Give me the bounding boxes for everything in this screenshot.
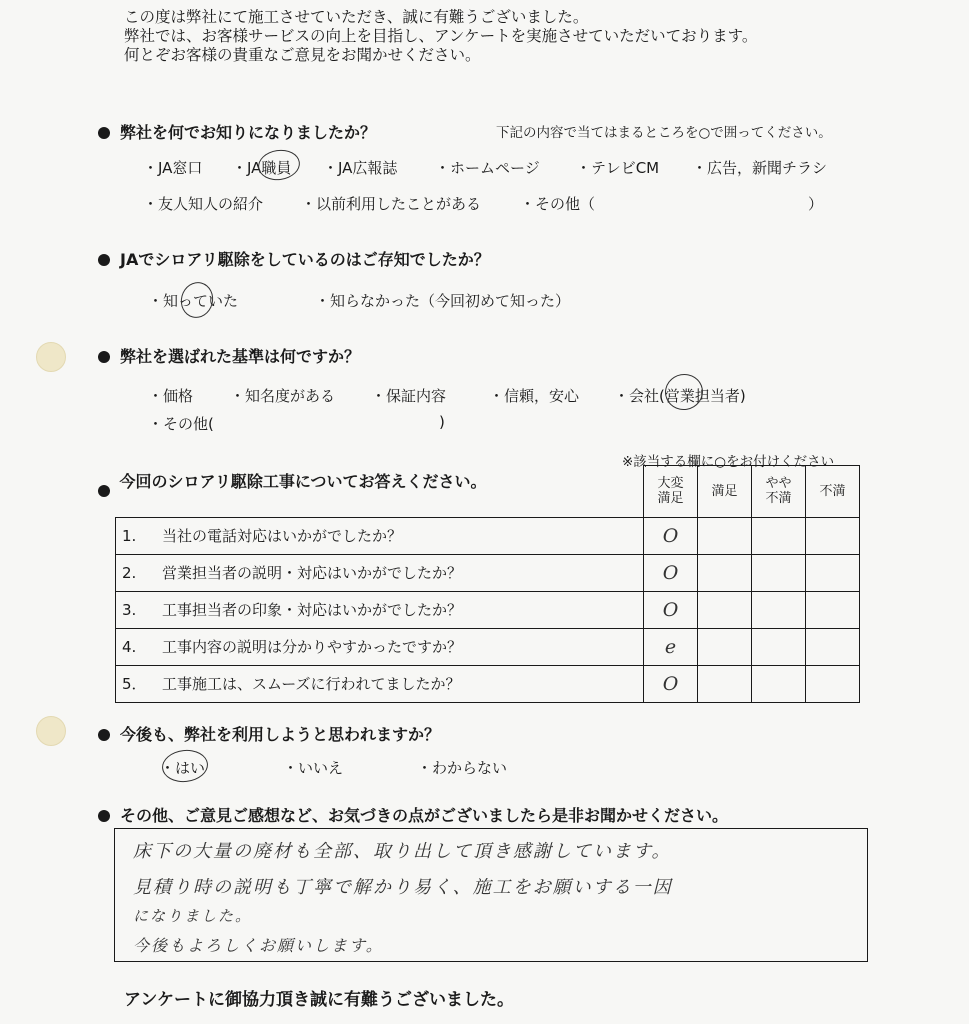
cell-very-satisfied[interactable] bbox=[644, 517, 698, 554]
column-very-satisfied: 大変 満足 bbox=[644, 466, 698, 518]
option-company-sales[interactable]: ・会社(営業担当者) bbox=[614, 387, 746, 405]
cell-very-satisfied[interactable] bbox=[644, 591, 698, 628]
table-row bbox=[116, 517, 860, 554]
option-brand[interactable]: ・知名度がある bbox=[230, 387, 336, 405]
cell-satisfied[interactable] bbox=[698, 628, 752, 665]
question-selection-criteria bbox=[98, 344, 360, 367]
question-how-heard bbox=[98, 120, 376, 143]
handwritten-comment-line: 見積り時の説明も丁寧で解かり易く、施工をお願いする一因 bbox=[133, 877, 673, 898]
cell-satisfied[interactable] bbox=[698, 554, 752, 591]
closing-thanks: アンケートに御協力頂き誠に有難うございました。 bbox=[124, 990, 514, 1010]
cell-dissatisfied[interactable] bbox=[806, 554, 860, 591]
column-satisfied: 満足 bbox=[698, 466, 752, 518]
option-other-close: ） bbox=[808, 195, 824, 213]
option-knew[interactable]: ・知っていた bbox=[148, 292, 239, 310]
handwritten-comment-line: 床下の大量の廃材も全部、取り出して頂き感謝しています。 bbox=[133, 841, 672, 862]
selection-circle bbox=[662, 371, 706, 413]
cell-somewhat-dissatisfied[interactable] bbox=[752, 628, 806, 665]
option-ja-newsletter[interactable]: ・JA広報誌 bbox=[323, 159, 398, 177]
question-comments bbox=[98, 803, 728, 826]
row-question: 5． 工事施工は、スムーズに行われてましたか？ bbox=[116, 665, 644, 702]
bullet-icon bbox=[98, 810, 110, 822]
option-price[interactable]: ・価格 bbox=[148, 387, 194, 405]
cell-dissatisfied[interactable] bbox=[806, 665, 860, 702]
option-homepage[interactable]: ・ホームページ bbox=[435, 159, 540, 177]
instruction-note: 下記の内容で当てはまるところを○で囲ってください。 bbox=[496, 125, 832, 141]
option-warranty[interactable]: ・保証内容 bbox=[371, 387, 447, 405]
cell-dissatisfied[interactable] bbox=[806, 628, 860, 665]
option-dont-know[interactable]: ・わからない bbox=[417, 759, 508, 777]
question-title: 弊社を選ばれた基準は何ですか？ bbox=[120, 347, 361, 366]
cell-dissatisfied[interactable] bbox=[806, 591, 860, 628]
question-use-again bbox=[98, 722, 440, 745]
bullet-icon bbox=[98, 351, 110, 363]
question-title: 弊社を何でお知りになりましたか？ bbox=[120, 123, 377, 142]
cell-somewhat-dissatisfied[interactable] bbox=[752, 517, 806, 554]
question-title: その他、ご意見ご感想など、お気づきの点がございましたら是非お聞かせください。 bbox=[120, 806, 729, 825]
option-ja-staff[interactable]: ・JA職員 bbox=[232, 159, 292, 177]
option-no[interactable]: ・いいえ bbox=[283, 759, 344, 777]
option-friend-referral[interactable]: ・友人知人の紹介 bbox=[143, 195, 264, 213]
option-trust[interactable]: ・信頼，安心 bbox=[489, 387, 580, 405]
cell-satisfied[interactable] bbox=[698, 591, 752, 628]
intro-text bbox=[124, 8, 757, 65]
handwritten-mark: O bbox=[662, 598, 679, 621]
question-title: JAでシロアリ駆除をしているのはご存知でしたか？ bbox=[120, 250, 490, 269]
option-other-close: ) bbox=[439, 413, 445, 431]
intro-line: 弊社では、お客様サービスの向上を目指し、アンケートを実施させていただいております。 bbox=[124, 27, 758, 45]
cell-satisfied[interactable] bbox=[698, 517, 752, 554]
option-used-before[interactable]: ・以前利用したことがある bbox=[301, 195, 482, 213]
option-other[interactable]: ・その他( bbox=[148, 415, 214, 433]
selection-circle bbox=[160, 748, 209, 785]
cell-satisfied[interactable] bbox=[698, 665, 752, 702]
option-other[interactable]: ・その他（ bbox=[520, 195, 596, 213]
cell-somewhat-dissatisfied[interactable] bbox=[752, 554, 806, 591]
row-question: 3. 工事担当者の印象・対応はいかがでしたか？ bbox=[116, 591, 644, 628]
cell-somewhat-dissatisfied[interactable] bbox=[752, 665, 806, 702]
option-ja-window[interactable]: ・JA窓口 bbox=[143, 159, 203, 177]
handwritten-comment-line: になりました。 bbox=[133, 907, 253, 925]
handwritten-mark: O bbox=[662, 672, 679, 695]
comment-box[interactable] bbox=[114, 828, 868, 962]
option-yes[interactable]: ・はい bbox=[160, 759, 206, 777]
question-knew-ja bbox=[98, 247, 490, 270]
table-row bbox=[116, 591, 860, 628]
bullet-icon bbox=[98, 482, 110, 501]
handwritten-mark: O bbox=[662, 524, 679, 547]
row-question: 1. 当社の電話対応はいかがでしたか？ bbox=[116, 517, 644, 554]
table-row bbox=[116, 554, 860, 591]
handwritten-mark: O bbox=[662, 561, 679, 584]
column-dissatisfied: 不満 bbox=[806, 466, 860, 518]
punch-hole bbox=[36, 716, 66, 746]
bullet-icon bbox=[98, 254, 110, 266]
cell-very-satisfied[interactable] bbox=[644, 554, 698, 591]
cell-dissatisfied[interactable] bbox=[806, 517, 860, 554]
column-somewhat-dissatisfied: やや 不満 bbox=[752, 466, 806, 518]
table-instruction-note: ※該当する欄に○をお付けください bbox=[622, 454, 835, 470]
intro-line: この度は弊社にて施工させていただき、誠に有難うございました。 bbox=[124, 8, 589, 26]
cell-somewhat-dissatisfied[interactable] bbox=[752, 591, 806, 628]
option-newspaper-ad[interactable]: ・広告，新聞チラシ bbox=[692, 159, 828, 177]
cell-very-satisfied[interactable] bbox=[644, 628, 698, 665]
table-header-row bbox=[116, 466, 860, 518]
handwritten-mark: e bbox=[664, 635, 677, 658]
option-tv-cm[interactable]: ・テレビCM bbox=[576, 159, 660, 177]
selection-circle bbox=[177, 278, 217, 321]
question-title: 今後も、弊社を利用しようと思われますか？ bbox=[120, 725, 441, 744]
bullet-icon bbox=[98, 127, 110, 139]
table-row bbox=[116, 628, 860, 665]
punch-hole bbox=[36, 342, 66, 372]
question-title: 今回のシロアリ駆除工事についてお答えください。 bbox=[116, 466, 644, 518]
table-row bbox=[116, 665, 860, 702]
handwritten-comment-line: 今後もよろしくお願いします。 bbox=[133, 936, 384, 955]
row-question: 4. 工事内容の説明は分かりやすかったですか？ bbox=[116, 628, 644, 665]
row-question: 2. 営業担当者の説明・対応はいかがでしたか？ bbox=[116, 554, 644, 591]
option-did-not-know[interactable]: ・知らなかった（今回初めて知った） bbox=[315, 292, 571, 310]
intro-line: 何とぞお客様の貴重なご意見をお聞かせください。 bbox=[124, 46, 481, 64]
satisfaction-table bbox=[115, 465, 860, 703]
bullet-icon bbox=[98, 729, 110, 741]
cell-very-satisfied[interactable] bbox=[644, 665, 698, 702]
